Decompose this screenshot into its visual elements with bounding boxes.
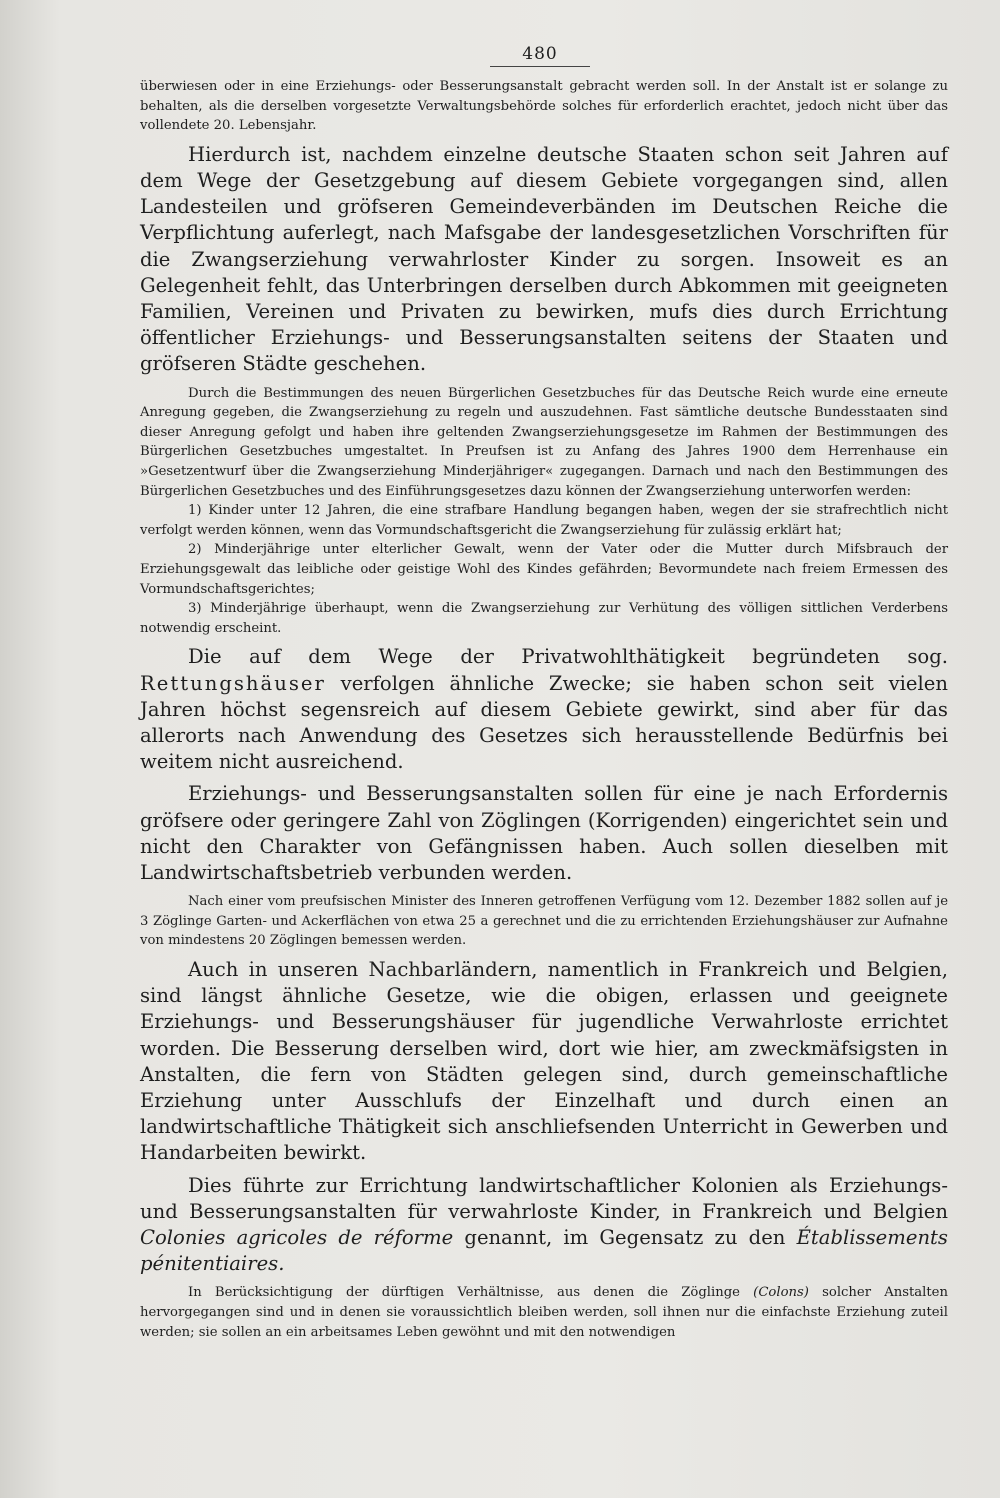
page-number: 480 [490, 44, 590, 67]
paragraph-continuation: überwiesen oder in eine Erziehungs- oder Besserungsanstalt gebracht werden soll. In der Anstalt ist er solange zu behalten, als die derselben vorgesetzte Verwaltungsbehörde solches für erforderlich erachtet, jedoch nicht über das vollendete 20. Lebensjahr. [140, 79, 948, 134]
paragraph-text: verfolgen ähnliche Zwecke; sie haben schon seit vielen Jahren höchst segensreich auf diesem Gebiete gewirkt, sind aber für das allerorts nach Anwendung des Gesetzes sich herausstellende Bedürfnis bei weitem nicht ausreichend. [140, 671, 948, 774]
paragraph-text: Die auf dem Wege der Privatwohlthätigkeit begründeten sog. [188, 645, 948, 669]
list-item-1: 1) Kinder unter 12 Jahren, die eine strafbare Handlung begangen haben, wegen der sie strafrechtlich nicht verfolgt werden können, wenn das Vormundschaftsgericht die Zwangserziehung für zulässig erklärt hat; [140, 503, 948, 538]
paragraph-colons [140, 1283, 948, 1342]
paragraph-kolonien [140, 1173, 948, 1278]
list-item-2: 2) Minderjährige unter elterlicher Gewalt, wenn der Vater oder die Mutter durch Mifsbrauch der Erziehungsgewalt das leibliche oder geistige Wohl des Kindes gefährden; Bevormundete nach freiem Ermessen des Vormundschaftsgerichtes; [140, 542, 948, 597]
emphasized-term: Rettungshäuser [140, 671, 326, 695]
paragraph-text: In Berücksichtigung der dürftigen Verhältnisse, aus denen die Zöglinge [188, 1285, 754, 1301]
paragraph-rettungshaeuser [140, 644, 948, 775]
italic-term: Colonies agricoles de réforme [140, 1225, 454, 1249]
italic-term: Établissements pénitentiaires. [140, 1225, 948, 1276]
list-item-3: 3) Minderjährige überhaupt, wenn die Zwangserziehung zur Verhütung des völligen sittlichen Verderbens notwendig erscheint. [140, 601, 948, 636]
paragraph-nachbarlaender: Auch in unseren Nachbarländern, namentlich in Frankreich und Belgien, sind längst ähnliche Gesetze, wie die obigen, erlassen und geeignete Erziehungs- und Besserungshäuser für jugendliche Verwahrloste errichtet worden. Die Besserung derselben wird, dort wie hier, am zweckmäfsigsten in Anstalten, die fern von Städten gelegen sind, durch gemeinschaftliche Erziehung unter Ausschlufs der Einzelhaft und durch einen an landwirtschaftliche Thätigkeit sich anschliefsenden Unterricht in Gewerben und Handarbeiten bewirkt. [140, 957, 948, 1165]
paragraph-main-1: Hierdurch ist, nachdem einzelne deutsche Staaten schon seit Jahren auf dem Wege der Gesetzgebung auf diesem Gebiete vorgegangen sind, allen Landesteilen und gröfseren Gemeindeverbänden im Deutschen Reiche die Verpflichtung auferlegt, nach Mafsgabe der landesgesetzlichen Vorschriften für die Zwangserziehung verwahrloster Kinder zu sorgen. Insoweit es an Gelegenheit fehlt, das Unterbringen derselben durch Abkommen mit geeigneten Familien, Vereinen und Privaten zu bewirken, mufs dies durch Errichtung öffentlicher Erziehungs- und Besserungsanstalten seitens der Staaten und gröfseren Städte geschehen. [140, 142, 948, 376]
paragraph-text: Dies führte zur Errichtung landwirtschaftlicher Kolonien als Erziehungs- und Besserungsanstalten für verwahrloste Kinder, in Frankreich und Belgien [140, 1173, 948, 1223]
paragraph-anstalten: Erziehungs- und Besserungsanstalten sollen für eine je nach Erfordernis gröfsere oder geringere Zahl von Zöglingen (Korrigenden) eingerichtet sein und nicht den Charakter von Gefängnissen haben. Auch sollen dieselben mit Landwirtschaftsbetrieb verbunden werden. [140, 782, 948, 884]
paragraph-text: genannt, im Gegensatz zu den [453, 1225, 797, 1249]
italic-term: (Colons) [753, 1285, 809, 1301]
paragraph-note-verfuegung: Nach einer vom preufsischen Minister des Inneren getroffenen Verfügung vom 12. Dezember 1882 sollen auf je 3 Zöglinge Garten- und Ackerflächen von etwa 25 a gerechnet und die zu errichtenden Erziehungshäuser zur Aufnahne von mindestens 20 Zöglingen bemessen werden. [140, 894, 948, 949]
paragraph-note-bgb: Durch die Bestimmungen des neuen Bürgerlichen Gesetzbuches für das Deutsche Reich wurde eine erneute Anregung gegeben, die Zwangserziehung zu regeln und auszudehnen. Fast sämtliche deutsche Bundesstaaten sind dieser Anregung gefolgt und haben ihre geltenden Zwangserziehungsgesetze im Rahmen der Bestimmungen des Bürgerlichen Gesetzbuches umgestaltet. In Preufsen ist zu Anfang des Jahres 1900 dem Herrenhause ein »Gesetzentwurf über die Zwangserziehung Minderjähriger« zugegangen. Darnach und nach den Bestimmungen des Bürgerlichen Gesetzbuches und des Einführungsgesetzes dazu können der Zwangserziehung unterworfen werden: [140, 385, 948, 499]
paragraph-text: solcher Anstalten hervorgegangen sind und in denen sie voraussichtlich bleiben werden, soll ihnen nur die einfachste Erziehung zuteil werden; sie sollen an ein arbeitsames Leben gewöhnt und mit den notwendigen [140, 1285, 948, 1340]
